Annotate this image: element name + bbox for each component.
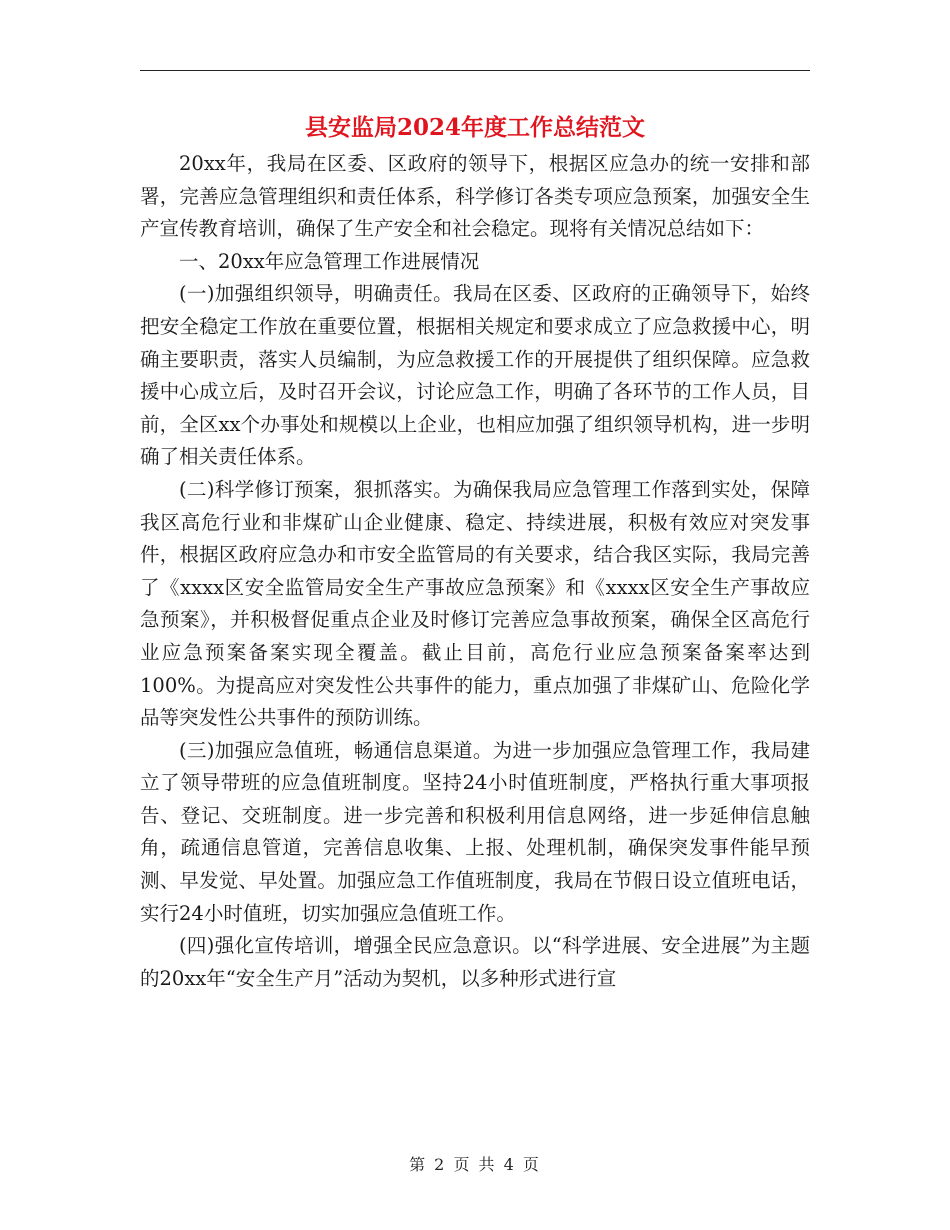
page-number: 第 2 页 共 4 页 — [409, 1155, 541, 1174]
header-rule — [140, 70, 810, 71]
paragraph-item-1: (一)加强组织领导，明确责任。我局在区委、区政府的正确领导下，始终把安全稳定工作放在重要位置，根据相关规定和要求成立了应急救援中心，明确主要职责，落实人员编制，为应急救援工作的开展提供了组织保障。应急救援中心成立后，及时召开会议，讨论应急工作，明确了各环节的工作人员，目前，全区xx个办事处和规模以上企业，也相应加强了组织领导机构，进一步明确了相关责任体系。 — [140, 282, 810, 469]
document-body — [140, 148, 810, 995]
section-heading: 一、20xx年应急管理工作进展情况 — [179, 249, 480, 273]
paragraph-item-2: (二)科学修订预案，狠抓落实。为确保我局应急管理工作落到实处，保障我区高危行业和非煤矿山企业健康、稳定、持续进展，积极有效应对突发事件，根据区政府应急办和市安全监管局的有关要求，结合我区实际，我局完善了《xxxx区安全监管局安全生产事故应急预案》和《xxxx区安全生产事故应急预案》，并积极督促重点企业及时修订完善应急事故预案，确保全区高危行业应急预案备案实现全覆盖。截止目前，高危行业应急预案备案率达到100%。为提高应对突发性公共事件的能力，重点加强了非煤矿山、危险化学品等突发性公共事件的预防训练。 — [140, 477, 810, 730]
paragraph-intro: 20xx年，我局在区委、区政府的领导下，根据区应急办的统一安排和部署，完善应急管理组织和责任体系，科学修订各类专项应急预案，加强安全生产宣传教育培训，确保了生产安全和社会稳定。现将有关情况总结如下： — [140, 152, 810, 241]
paragraph-item-3: (三)加强应急值班，畅通信息渠道。为进一步加强应急管理工作，我局建立了领导带班的应急值班制度。坚持24小时值班制度，严格执行重大事项报告、登记、交班制度。进一步完善和积极利用信息网络，进一步延伸信息触角，疏通信息管道，完善信息收集、上报、处理机制，确保突发事件能早预测、早发觉、早处置。加强应急工作值班制度，我局在节假日设立值班电话，实行24小时值班，切实加强应急值班工作。 — [140, 738, 810, 925]
document-title: 县安监局2024年度工作总结范文 — [304, 114, 645, 141]
paragraph-item-4: (四)强化宣传培训，增强全民应急意识。以“科学进展、安全进展”为主题的20xx年“安全生产月”活动为契机，以多种形式进行宣 — [140, 934, 810, 990]
